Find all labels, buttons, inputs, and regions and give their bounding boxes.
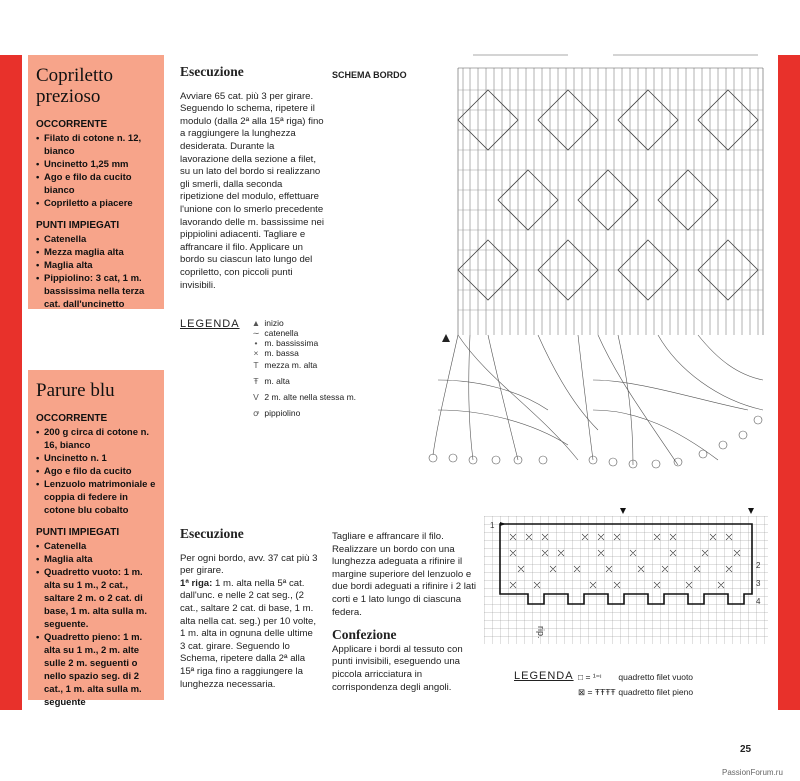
right-red-bar <box>778 55 800 710</box>
legend-label: m. bassa <box>264 348 299 358</box>
esecuzione-copriletto <box>180 66 325 292</box>
legend-label: mezza m. alta <box>264 360 318 370</box>
finishing-column <box>332 531 477 694</box>
empty-square-icon: □ = ¹⁼ᶦ <box>578 672 602 682</box>
box2-occ-list <box>36 426 156 517</box>
copriletto-info-box <box>28 55 164 309</box>
legend-label: pippiolino <box>264 408 301 418</box>
slip-stitch-icon: • <box>254 338 258 348</box>
top-marker-icon <box>748 508 754 514</box>
legend-label: inizio <box>264 318 284 328</box>
legend-title: LEGENDA <box>514 670 574 682</box>
list-item: • Pippiolino: 3 cat, 1 m. bassissima nella terza cat. dall'uncinetto <box>36 272 156 311</box>
list-item: • Catenella <box>36 540 156 553</box>
diagram-top-lines <box>458 55 763 335</box>
list-item: • Lenzuolo matrimoniale e coppia di federe in cotone blu cobalto <box>36 478 156 517</box>
box1-title: Copriletto prezioso <box>36 65 114 107</box>
list-item: • Maglia alta <box>36 553 156 566</box>
list-item: • Catenella <box>36 233 156 246</box>
row-number: 4 <box>756 597 761 606</box>
diagram-diamonds <box>458 90 758 300</box>
esecuzione-text: Per ogni bordo, avv. 37 cat più 3 per girare. 1ª riga: 1 m. alta nella 5ª cat. dall'unc. e nelle 2 cat seg., (2 cat., saltare 2 cat. di base, 1 m. alta nella cat. seg.) per 10 volte, 1 m. alta in ognuna delle ultime 3 cat. girare. Seguendo lo Schema, ripetere dalla 2ª alla 15ª riga fino a raggiungere la lunghezza necessaria. <box>180 552 318 690</box>
watermark: PassionForum.ru <box>722 768 783 777</box>
box1-occ-heading: OCCORRENTE <box>36 119 108 130</box>
legend-label: m. bassissima <box>264 338 319 348</box>
filet-chart <box>484 508 774 656</box>
chain-icon: ∼ <box>252 328 260 338</box>
esecuzione-text: Avviare 65 cat. più 3 per girare. Seguendo lo schema, ripetere il modulo (dalla 2ª alla 15ª riga) fino a raggiungere la lunghezza desiderata. Durante la lavorazione della sezione a filet, su un lato del bordo si realizzano gli smerli, dalla seconda ripetizione del modulo, effettuare l'unione con lo smerlo precedente lavorando delle m. bassissime nei pippiolini adiacenti. Tagliare e affrancare il filo. Applicare un bordo su ciascun lato lungo del copriletto, con piccoli punti invisibili. <box>180 90 324 291</box>
diagram-columns <box>463 68 758 335</box>
list-item: • Ago e filo da cucito bianco <box>36 171 156 197</box>
diagram-picots <box>429 416 762 468</box>
confezione-text: Applicare i bordi al tessuto con punti invisibili, eseguendo una piccola arricciatura in corrispondenza degli angoli. <box>332 643 463 693</box>
list-item: • Uncinetto n. 1 <box>36 452 156 465</box>
filet-grid <box>484 516 768 644</box>
schema-title: SCHEMA BORDO <box>332 70 407 80</box>
double-crochet-icon: Ŧ <box>253 376 259 386</box>
list-item: • Copriletto a piacere <box>36 197 156 210</box>
top-marker-icon <box>620 508 626 514</box>
list-item: • Filato di cotone n. 12, bianco <box>36 132 156 158</box>
left-red-bar <box>0 55 22 710</box>
row-number: 2 <box>756 561 761 570</box>
box2-punti-list <box>36 540 156 709</box>
single-crochet-icon: × <box>253 348 259 358</box>
box2-occ-heading: OCCORRENTE <box>36 413 108 424</box>
row-number: 3 <box>756 579 761 588</box>
box2-title: Parure blu <box>36 380 115 401</box>
esecuzione-title: Esecuzione <box>180 64 244 79</box>
legend-label: quadretto filet vuoto <box>618 672 694 682</box>
list-item: • 200 g circa di cotone n. 16, bianco <box>36 426 156 452</box>
start-marker-icon <box>442 334 450 342</box>
filled-square-icon: ⊠ = ŦŦŦŦ <box>578 687 616 697</box>
list-item: • Uncinetto 1,25 mm <box>36 158 156 171</box>
two-double-icon: V <box>253 392 259 402</box>
box1-punti-heading: PUNTI IMPIEGATI <box>36 220 120 231</box>
legend-label: catenella <box>264 328 299 338</box>
legend-title: LEGENDA <box>180 318 240 330</box>
start-icon: ▲ <box>251 318 261 328</box>
crochet-edging-diagram <box>418 50 770 470</box>
legend-label: m. alta <box>264 376 290 386</box>
page-number: 25 <box>740 744 752 755</box>
diagram-rows <box>458 90 763 310</box>
legend-label: 2 m. alte nella stessa m. <box>264 392 357 402</box>
legend-filet <box>514 670 694 697</box>
picot-icon: ꝍ <box>253 408 259 418</box>
half-double-icon: T <box>253 360 259 370</box>
repeat-label: rip. <box>536 626 546 639</box>
diagram-scallops <box>433 335 763 465</box>
legend-label: quadretto filet pieno <box>618 687 694 697</box>
box1-punti-list <box>36 233 156 311</box>
list-item: • Quadretto pieno: 1 m. alta su 1 m., 2 m. alte sulle 2 m. seguenti o nello spazio seg. di 2 cat., 1 m. alta sulla m. seguente <box>36 631 156 709</box>
finishing-text: Tagliare e affrancare il filo. Realizzare un bordo con una lunghezza adeguata a rifinire il margine superiore del lenzuolo e due bordi adeguati a rifinire i 2 lati corti e 1 lato lungo di ciascuna federa. <box>332 531 476 618</box>
list-item: • Quadretto vuoto: 1 m. alta su 1 m., 2 cat., saltare 2 m. o 2 cat. di base, 1 m. alta sulla m. seguente. <box>36 566 156 631</box>
confezione-title: Confezione <box>332 627 397 643</box>
list-item: • Maglia alta <box>36 259 156 272</box>
legend-stitches <box>180 318 357 418</box>
parure-info-box <box>28 370 164 708</box>
esecuzione-title: Esecuzione <box>180 526 244 541</box>
list-item: • Ago e filo da cucito <box>36 465 156 478</box>
box1-occ-list <box>36 132 156 210</box>
esecuzione-parure <box>180 528 320 691</box>
row-number: 1 <box>490 521 495 530</box>
box2-punti-heading: PUNTI IMPIEGATI <box>36 527 120 538</box>
list-item: • Mezza maglia alta <box>36 246 156 259</box>
